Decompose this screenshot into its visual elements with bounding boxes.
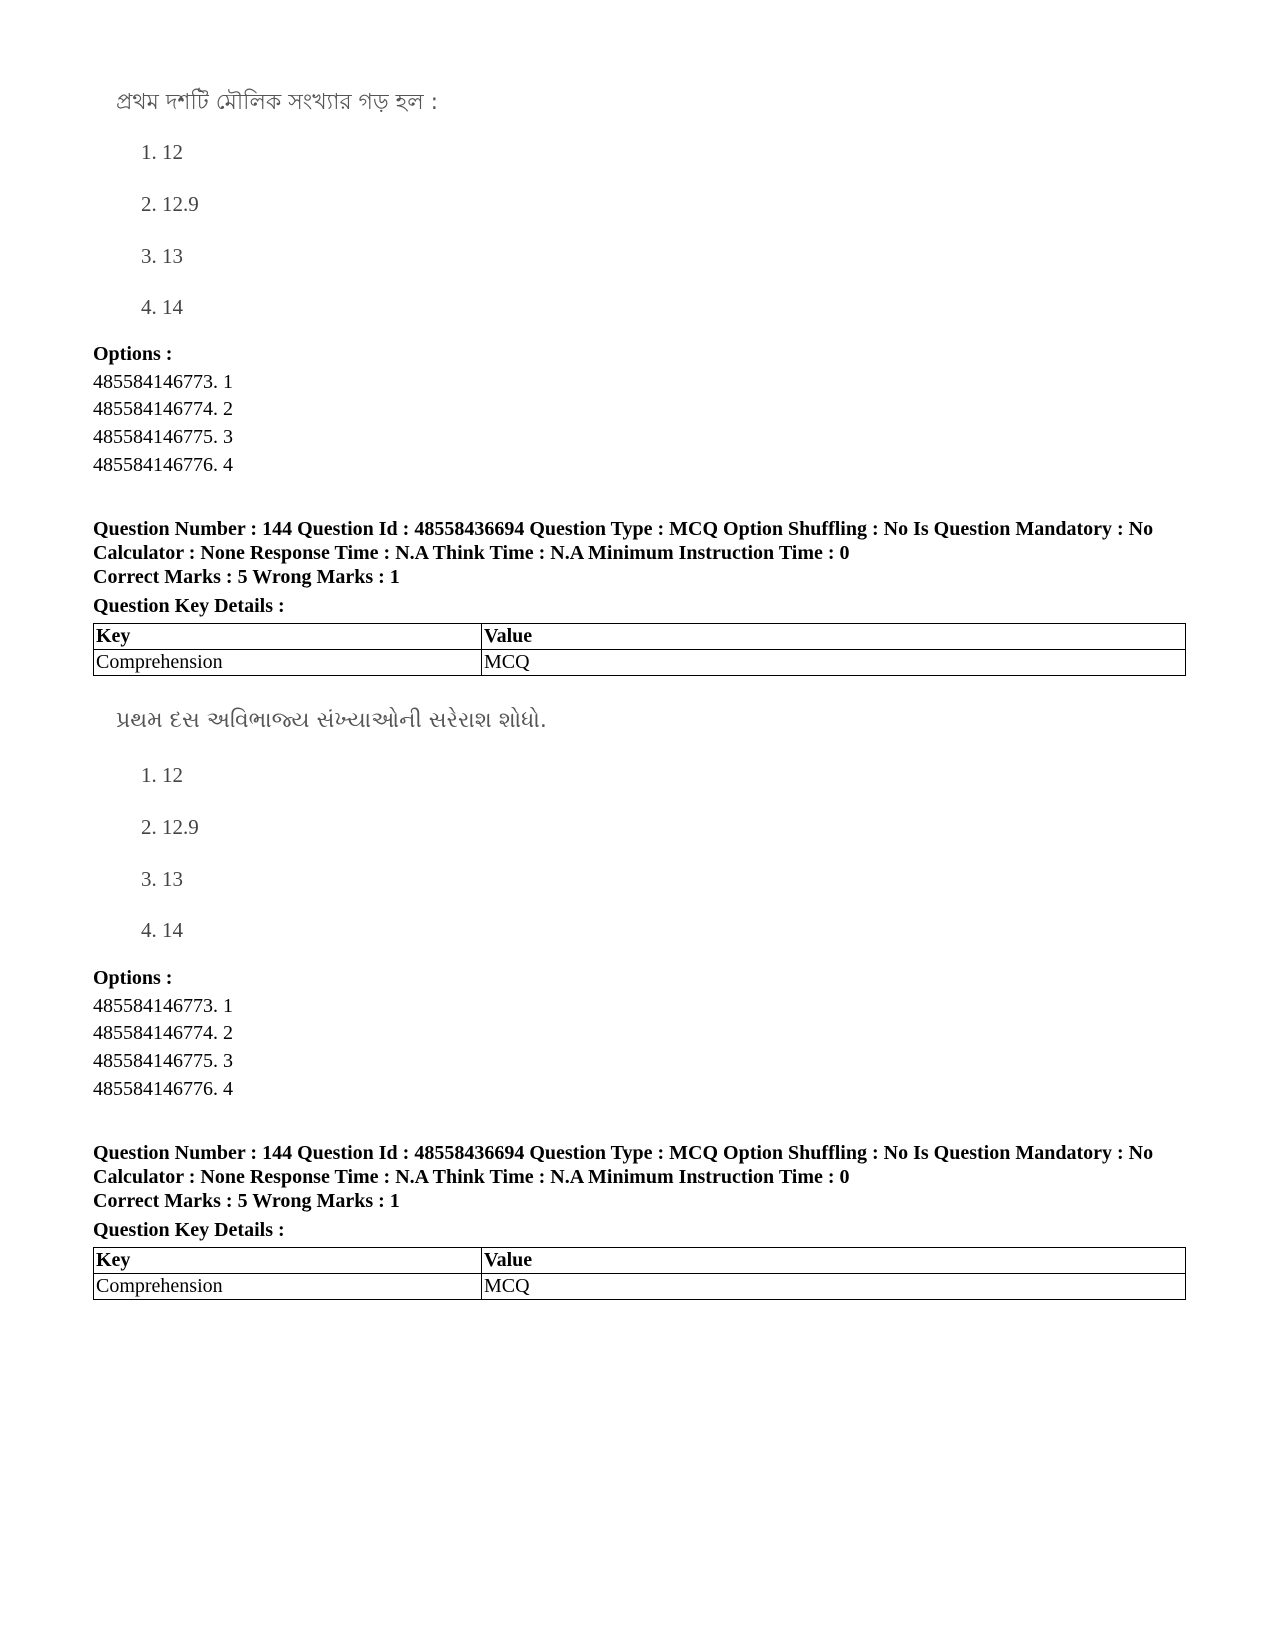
option-line-4: 485584146776. 4 bbox=[93, 454, 233, 476]
table-header-row bbox=[94, 1248, 1186, 1274]
option-line-1: 485584146773. 1 bbox=[93, 995, 233, 1017]
option-line-1: 485584146773. 1 bbox=[93, 371, 233, 393]
key-details-table bbox=[93, 623, 1186, 676]
option-line-3: 485584146775. 3 bbox=[93, 1050, 233, 1072]
question-option-4: 4. 14 bbox=[141, 918, 183, 942]
key-details-label: Question Key Details : bbox=[93, 595, 285, 617]
question-option-3: 3. 13 bbox=[141, 244, 183, 268]
marks-line: Correct Marks : 5 Wrong Marks : 1 bbox=[93, 566, 400, 588]
table-header-key: Key bbox=[94, 1248, 482, 1274]
question-option-4: 4. 14 bbox=[141, 295, 183, 319]
question-text: প্রথম দশটি মৌলিক সংখ্যার গড় হল : bbox=[116, 90, 439, 115]
option-line-3: 485584146775. 3 bbox=[93, 426, 233, 448]
options-label: Options : bbox=[93, 343, 173, 365]
table-header-row bbox=[94, 624, 1186, 650]
question-option-3: 3. 13 bbox=[141, 867, 183, 891]
question-option-1: 1. 12 bbox=[141, 763, 183, 787]
marks-line: Correct Marks : 5 Wrong Marks : 1 bbox=[93, 1190, 400, 1212]
question-meta: Question Number : 144 Question Id : 48558436694 Question Type : MCQ Option Shuffling : No Is Question Mandatory : No Calculator : None Response Time : N.A Think Time : N.A Minimum Instruction Time : 0 bbox=[93, 518, 1154, 564]
question-text: પ્રથમ દસ અવિભાજ્ય સંખ્યાઓની સરેરાશ શોધો. bbox=[116, 708, 547, 733]
option-line-2: 485584146774. 2 bbox=[93, 1022, 233, 1044]
question-option-1: 1. 12 bbox=[141, 140, 183, 164]
question-option-2: 2. 12.9 bbox=[141, 192, 199, 216]
options-label: Options : bbox=[93, 967, 173, 989]
table-cell-value: MCQ bbox=[482, 650, 1186, 676]
table-row bbox=[94, 1274, 1186, 1300]
option-line-2: 485584146774. 2 bbox=[93, 398, 233, 420]
option-line-4: 485584146776. 4 bbox=[93, 1078, 233, 1100]
key-details-label: Question Key Details : bbox=[93, 1219, 285, 1241]
table-cell-key: Comprehension bbox=[94, 1274, 482, 1300]
table-cell-key: Comprehension bbox=[94, 650, 482, 676]
table-header-key: Key bbox=[94, 624, 482, 650]
table-cell-value: MCQ bbox=[482, 1274, 1186, 1300]
question-option-2: 2. 12.9 bbox=[141, 815, 199, 839]
key-details-table bbox=[93, 1247, 1186, 1300]
question-meta: Question Number : 144 Question Id : 48558436694 Question Type : MCQ Option Shuffling : No Is Question Mandatory : No Calculator : None Response Time : N.A Think Time : N.A Minimum Instruction Time : 0 bbox=[93, 1142, 1154, 1188]
table-row bbox=[94, 650, 1186, 676]
table-header-value: Value bbox=[482, 1248, 1186, 1274]
table-header-value: Value bbox=[482, 624, 1186, 650]
